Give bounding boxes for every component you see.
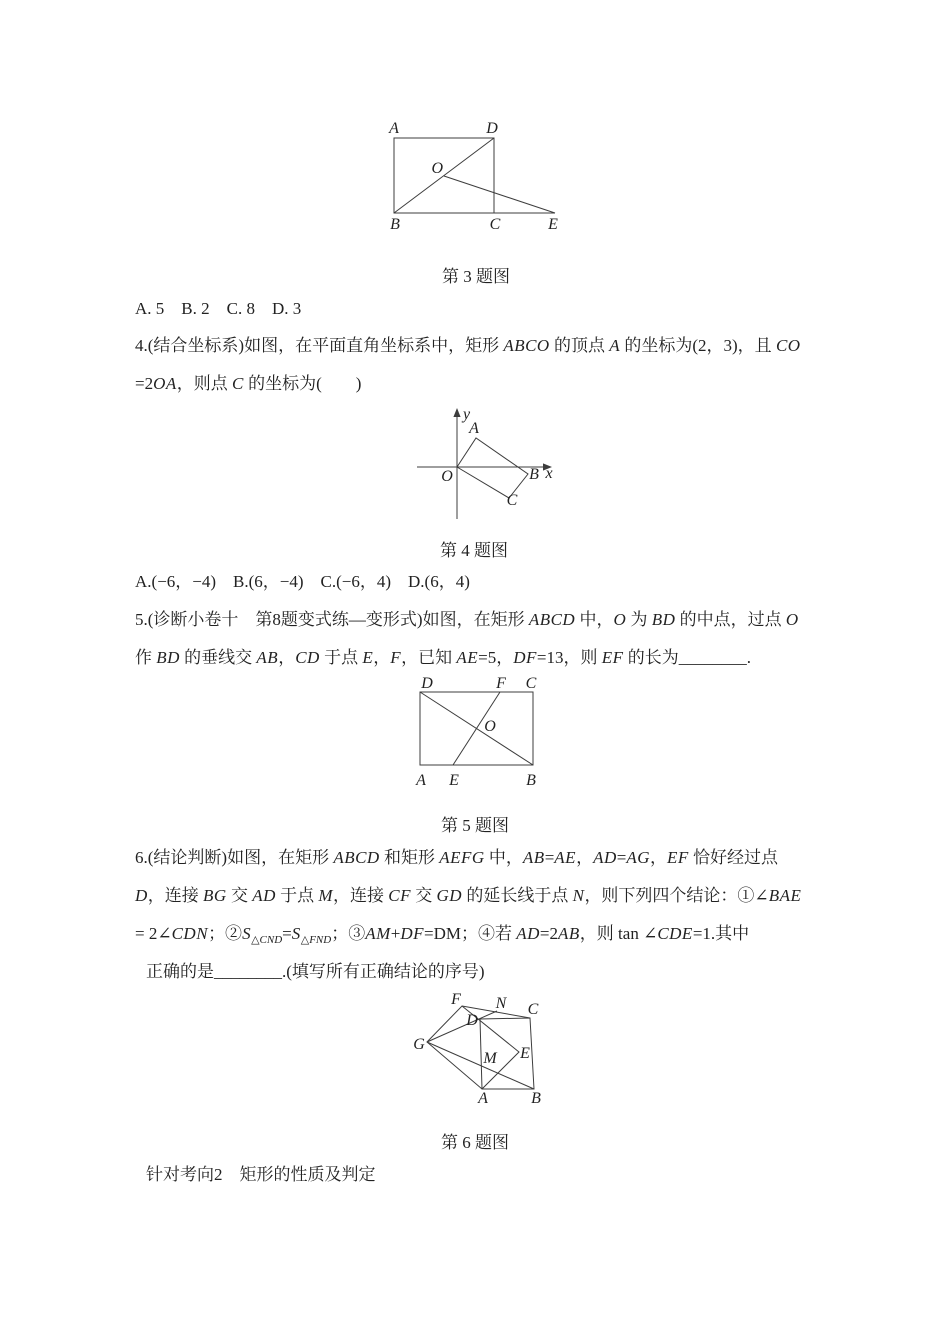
- q4-text-line-2: =2OA，则点 C 的坐标为( ): [135, 374, 362, 393]
- fig5-label-c: C: [525, 675, 537, 692]
- q4-text-line-1: 4.(结合坐标系)如图，在平面直角坐标系中，矩形 ABCO 的顶点 A 的坐标为(2，3)，且 CO: [135, 336, 801, 355]
- fig6-line-gd-extended-n: [427, 1011, 497, 1042]
- q6-text-line-2: D，连接 BG 交 AD 于点 M，连接 CF 交 GD 的延长线于点 N，则下列四个结论：①∠BAE: [135, 886, 802, 905]
- q6-text-line-1: 6.(结论判断)如图，在矩形 ABCD 和矩形 AEFG 中，AB=AE，AD=AG，EF 恰好经过点: [135, 848, 779, 867]
- q6-text-line-3: = 2∠CDN；$②S_{\triangle CND}=S_{\triangle FND}$；③AM+DF=DM；④若 AD=2AB，则 tan ∠CDE=1.其中: [135, 924, 750, 946]
- fig5-label-o: O: [484, 718, 496, 735]
- fig4-label-a: A: [469, 420, 479, 437]
- fig6-label-f: F: [451, 991, 461, 1008]
- fig3-label-a: A: [389, 120, 399, 137]
- fig5-label-e: E: [449, 772, 459, 789]
- fig5-label-d: D: [421, 675, 433, 692]
- fig6-label-c: C: [527, 1001, 539, 1018]
- figure-q4-caption: 第 4 题图: [440, 541, 508, 560]
- fig4-y-arrow: [453, 408, 460, 417]
- q5-text-line-1: 5.(诊断小卷十 第8题变式练—变形式)如图，在矩形 ABCD 中，O 为 BD 的中点，过点 O: [135, 610, 799, 629]
- q6-text-line-4: 正确的是________.(填写所有正确结论的序号): [146, 962, 485, 981]
- fig4-rect-oabc: [457, 438, 528, 498]
- q3-options-row: A. 5 B. 2 C. 8 D. 3: [135, 299, 302, 318]
- fig3-diagonal-bd: [394, 138, 494, 213]
- fig4-label-b: B: [529, 466, 539, 483]
- section-heading-target-2: 针对考向2 矩形的性质及判定: [146, 1165, 376, 1184]
- fig6-label-m: M: [483, 1050, 497, 1067]
- fig5-label-a: A: [416, 772, 426, 789]
- fig3-label-c: C: [489, 216, 501, 233]
- fig4-label-o: O: [441, 468, 453, 485]
- fig6-label-a: A: [478, 1090, 488, 1107]
- fig4-label-x: x: [545, 465, 553, 482]
- figure-q6-caption: 第 6 题图: [441, 1133, 509, 1152]
- fig3-label-e: E: [548, 216, 558, 233]
- fig6-label-g: G: [413, 1036, 425, 1053]
- q4-options-row: A.(−6，−4) B.(6，−4) C.(−6，4) D.(6，4): [135, 572, 470, 591]
- figure-q5: [405, 672, 550, 794]
- figure-q5-caption: 第 5 题图: [441, 816, 509, 835]
- fig5-label-b: B: [526, 772, 536, 789]
- q5-text-line-2: 作 BD 的垂线交 AB，CD 于点 E，F，已知 AE=5，DF=13，则 EF 的长为________.: [135, 648, 752, 667]
- fig4-label-c: C: [506, 492, 518, 509]
- fig3-label-b: B: [390, 216, 400, 233]
- fig5-label-f: F: [496, 675, 506, 692]
- figure-q6: [403, 988, 563, 1110]
- fig3-label-o: O: [431, 160, 443, 177]
- figure-q3-caption: 第 3 题图: [442, 267, 510, 286]
- fig6-label-d: D: [466, 1012, 478, 1029]
- fig6-label-e: E: [520, 1045, 530, 1062]
- fig3-label-d: D: [486, 120, 498, 137]
- figure-q3: [370, 112, 570, 242]
- fig4-label-y: y: [463, 406, 471, 423]
- fig6-label-b: B: [531, 1090, 541, 1107]
- figure-q4: [400, 403, 565, 525]
- fig3-line-oe: [444, 176, 555, 213]
- fig6-label-n: N: [495, 995, 507, 1012]
